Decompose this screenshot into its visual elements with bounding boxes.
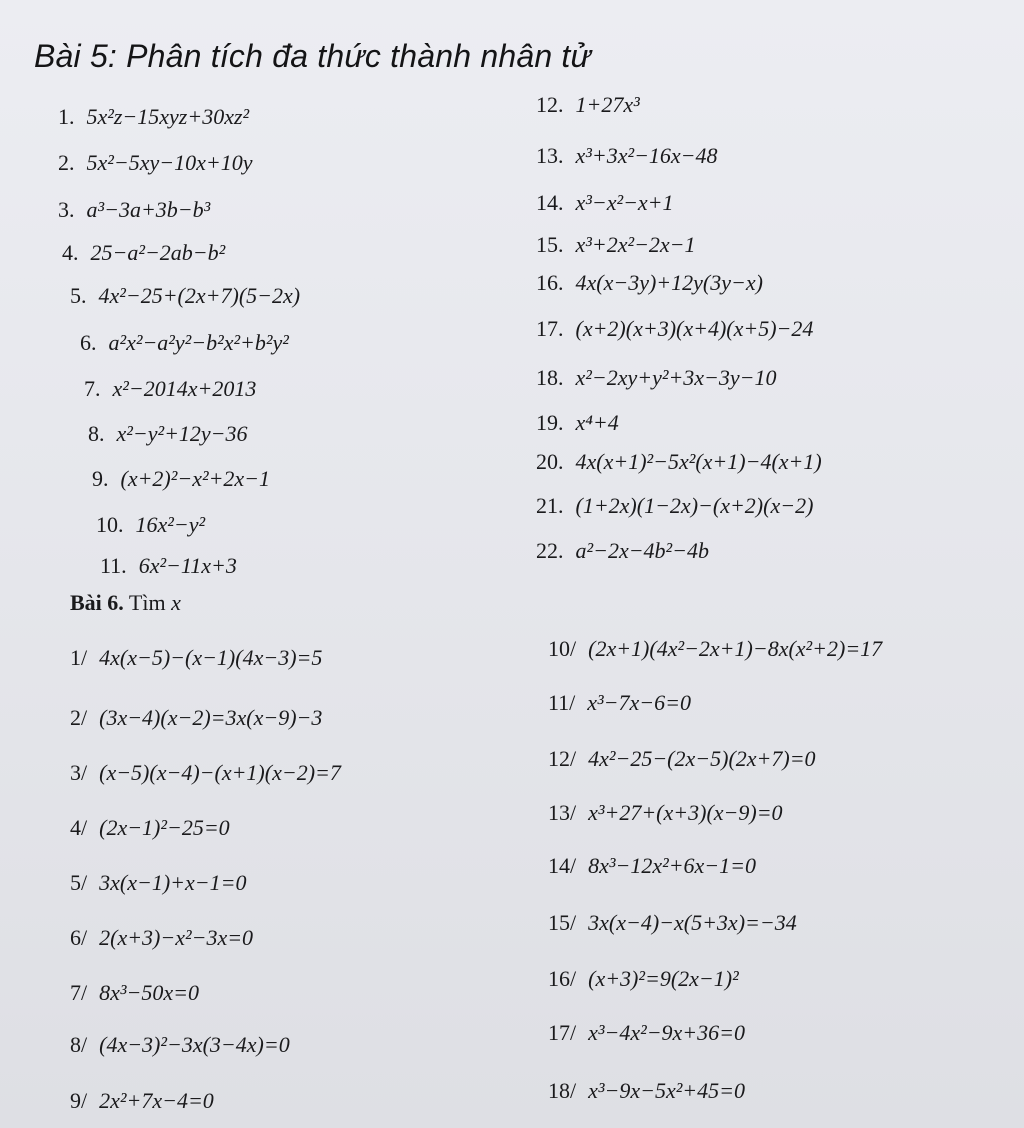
bai6-item-expression: (x−5)(x−4)−(x+1)(x−2)=7	[99, 760, 341, 785]
bai5-item	[58, 197, 210, 223]
bai6-item	[548, 690, 691, 716]
bai6-item-expression: 2(x+3)−x²−3x=0	[99, 925, 254, 950]
bai6-item	[70, 870, 246, 896]
bai5-item-expression: 1+27x³	[575, 92, 640, 117]
bai6-item-expression: 4x(x−5)−(x−1)(4x−3)=5	[99, 645, 323, 670]
bai6-item	[70, 1032, 290, 1058]
bai5-item	[536, 316, 813, 342]
bai5-item-number: 21.	[536, 493, 564, 518]
bai5-title: Bài 5: Phân tích đa thức thành nhân tử	[34, 38, 591, 74]
bai5-item-number: 4.	[62, 240, 79, 265]
bai5-item-number: 12.	[536, 92, 564, 117]
bai5-item-number: 22.	[536, 538, 564, 563]
bai5-item-number: 14.	[536, 190, 564, 215]
bai6-item-number: 15/	[548, 910, 577, 935]
bai6-item-number: 12/	[548, 746, 577, 771]
bai6-item-expression: x³+27+(x+3)(x−9)=0	[588, 800, 783, 825]
bai6-item-expression: 8x³−12x²+6x−1=0	[588, 853, 756, 878]
bai5-item	[536, 232, 696, 258]
bai6-item-number: 3/	[70, 760, 88, 785]
bai5-item-expression: 16x²−y²	[135, 512, 206, 537]
bai6-item	[70, 760, 341, 786]
bai5-item	[536, 190, 674, 216]
bai6-item-number: 10/	[548, 636, 577, 661]
bai6-item-expression: x³−9x−5x²+45=0	[588, 1078, 745, 1103]
bai5-item-number: 15.	[536, 232, 564, 257]
bai5-item	[536, 365, 777, 391]
bai5-item-expression: 5x²−5xy−10x+10y	[86, 150, 253, 175]
bai5-item	[536, 493, 813, 519]
bai6-item	[548, 746, 816, 772]
bai5-item-expression: a²x²−a²y²−b²x²+b²y²	[108, 330, 289, 355]
bai5-item	[84, 376, 256, 402]
bai6-item	[70, 925, 253, 951]
bai5-item	[92, 466, 270, 492]
bai5-item	[536, 92, 640, 118]
bai5-item	[80, 330, 289, 356]
bai6-item-number: 13/	[548, 800, 577, 825]
bai6-item	[548, 966, 739, 992]
bai6-item-expression: (2x+1)(4x²−2x+1)−8x(x²+2)=17	[588, 636, 883, 661]
bai6-item	[70, 645, 322, 671]
bai6-item	[548, 1078, 745, 1104]
bai5-item-number: 13.	[536, 143, 564, 168]
bai5-item-number: 19.	[536, 410, 564, 435]
bai5-item-number: 7.	[84, 376, 101, 401]
bai5-item-number: 3.	[58, 197, 75, 222]
bai5-item-expression: (x+2)²−x²+2x−1	[120, 466, 271, 491]
bai6-item-number: 9/	[70, 1088, 88, 1113]
bai5-item-number: 18.	[536, 365, 564, 390]
bai5-item-expression: 25−a²−2ab−b²	[90, 240, 226, 265]
bai5-item	[536, 449, 822, 475]
bai6-item	[70, 980, 199, 1006]
bai5-item	[536, 410, 619, 436]
bai5-item	[62, 240, 225, 266]
bai6-item-number: 4/	[70, 815, 88, 840]
bai6-item	[548, 853, 756, 879]
bai5-item-number: 1.	[58, 104, 75, 129]
bai6-item-expression: 2x²+7x−4=0	[99, 1088, 214, 1113]
bai5-item-expression: x²−y²+12y−36	[116, 421, 248, 446]
bai6-item	[548, 800, 783, 826]
bai6-item-number: 8/	[70, 1032, 88, 1057]
bai5-item	[88, 421, 248, 447]
bai5-item-expression: x²−2xy+y²+3x−3y−10	[575, 365, 777, 390]
bai5-item-expression: 4x(x−3y)+12y(3y−x)	[575, 270, 763, 295]
bai5-item-number: 5.	[70, 283, 87, 308]
bai5-item-number: 16.	[536, 270, 564, 295]
bai6-item-number: 1/	[70, 645, 88, 670]
bai6-label: Bài 6.	[70, 590, 124, 615]
bai5-item-expression: (1+2x)(1−2x)−(x+2)(x−2)	[575, 493, 814, 518]
bai5-item	[58, 150, 252, 176]
bai6-variable: x	[171, 590, 181, 615]
bai6-item	[548, 910, 797, 936]
bai6-text: Tìm	[128, 590, 166, 615]
bai5-item-expression: x³+2x²−2x−1	[575, 232, 696, 257]
bai5-item-number: 20.	[536, 449, 564, 474]
bai6-item-expression: x³−7x−6=0	[587, 690, 691, 715]
bai6-item	[548, 1020, 745, 1046]
bai6-item-expression: 8x³−50x=0	[99, 980, 199, 1005]
bai6-heading	[70, 590, 181, 616]
bai5-item-number: 2.	[58, 150, 75, 175]
bai5-item-number: 11.	[100, 553, 127, 578]
bai6-item-number: 17/	[548, 1020, 577, 1045]
bai5-item-expression: x⁴+4	[575, 410, 619, 435]
bai6-item-expression: 4x²−25−(2x−5)(2x+7)=0	[588, 746, 816, 771]
bai6-item	[70, 1088, 214, 1114]
bai5-item	[70, 283, 300, 309]
bai5-item-number: 9.	[92, 466, 109, 491]
bai6-item-number: 2/	[70, 705, 88, 730]
bai5-item	[536, 143, 718, 169]
bai5-item-expression: x³+3x²−16x−48	[575, 143, 718, 168]
bai5-item-expression: x²−2014x+2013	[112, 376, 257, 401]
bai6-item-expression: 3x(x−1)+x−1=0	[99, 870, 247, 895]
bai6-item-number: 11/	[548, 690, 576, 715]
bai6-item	[548, 636, 882, 662]
bai6-item-number: 6/	[70, 925, 88, 950]
bai5-item-expression: 6x²−11x+3	[138, 553, 237, 578]
bai6-item-number: 14/	[548, 853, 577, 878]
bai5-item-expression: a³−3a+3b−b³	[86, 197, 211, 222]
bai5-item-number: 10.	[96, 512, 124, 537]
bai6-item-expression: x³−4x²−9x+36=0	[588, 1020, 745, 1045]
bai5-item-number: 6.	[80, 330, 97, 355]
bai6-item	[70, 815, 230, 841]
bai5-item-expression: 5x²z−15xyz+30xz²	[86, 104, 250, 129]
bai6-item-expression: (3x−4)(x−2)=3x(x−9)−3	[99, 705, 323, 730]
bai5-item-expression: x³−x²−x+1	[575, 190, 674, 215]
bai5-item	[96, 512, 205, 538]
bai5-item	[536, 270, 763, 296]
bai5-item-expression: a²−2x−4b²−4b	[575, 538, 709, 563]
bai6-item-expression: 3x(x−4)−x(5+3x)=−34	[588, 910, 797, 935]
bai5-item	[536, 538, 709, 564]
bai5-item	[58, 104, 249, 130]
bai6-item-number: 18/	[548, 1078, 577, 1103]
bai5-item-number: 17.	[536, 316, 564, 341]
bai6-item-number: 7/	[70, 980, 88, 1005]
bai5-item-number: 8.	[88, 421, 105, 446]
bai6-item-number: 16/	[548, 966, 577, 991]
bai5-item-expression: (x+2)(x+3)(x+4)(x+5)−24	[575, 316, 814, 341]
bai6-item-expression: (2x−1)²−25=0	[99, 815, 230, 840]
bai6-item-number: 5/	[70, 870, 88, 895]
bai6-item-expression: (x+3)²=9(2x−1)²	[588, 966, 739, 991]
bai5-item	[100, 553, 237, 579]
bai5-item-expression: 4x²−25+(2x+7)(5−2x)	[98, 283, 301, 308]
bai6-item-expression: (4x−3)²−3x(3−4x)=0	[99, 1032, 290, 1057]
bai6-item	[70, 705, 322, 731]
bai5-item-expression: 4x(x+1)²−5x²(x+1)−4(x+1)	[575, 449, 822, 474]
